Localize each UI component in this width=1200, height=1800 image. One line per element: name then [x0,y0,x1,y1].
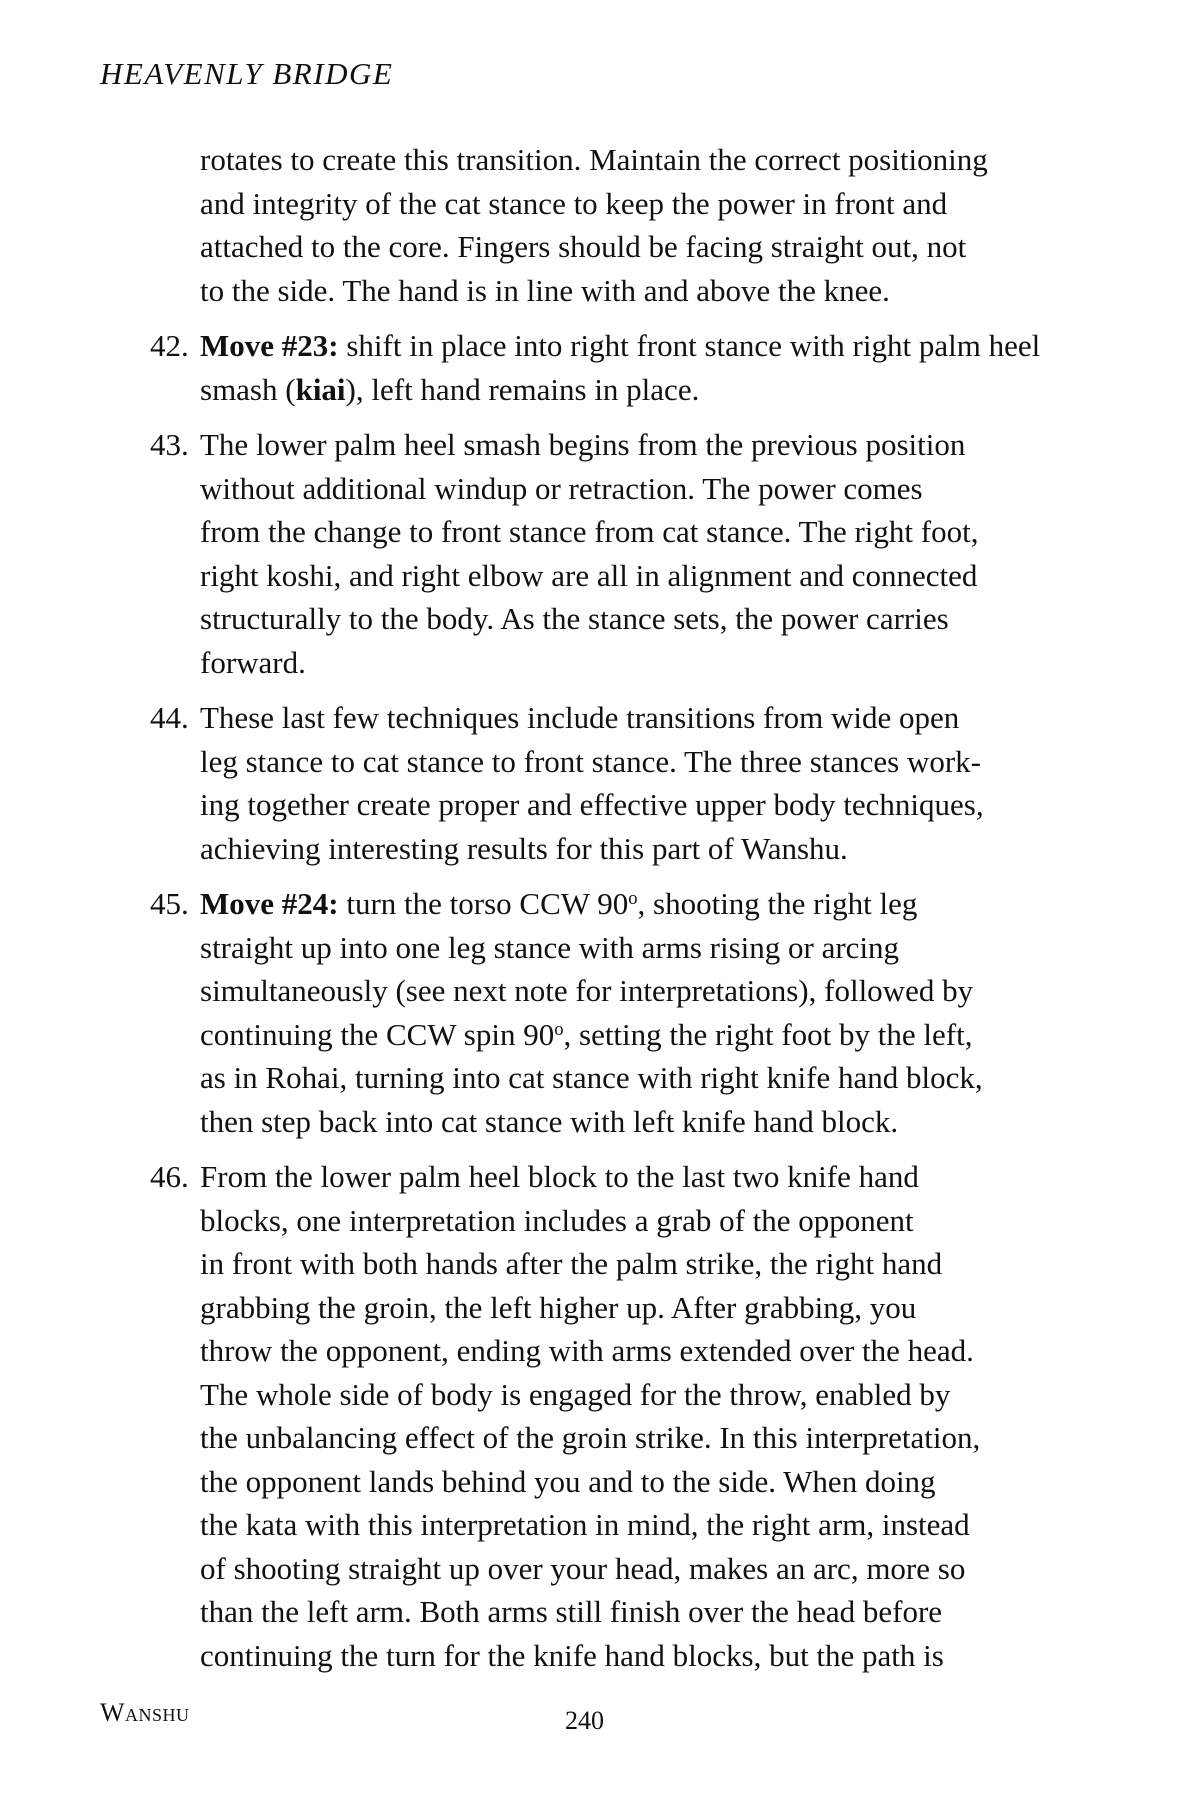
text-line: the kata with this interpretation in mind, the right arm, instead [200,1507,970,1542]
move-label: Move #24: [200,886,339,921]
text-line: attached to the core. Fingers should be facing straight out, not [200,229,967,264]
text-line: rotates to create this transition. Maintain the correct positioning [200,142,988,177]
text-line: The lower palm heel smash begins from the previous position [200,427,966,462]
text-line: grabbing the groin, the left higher up. After grabbing, you [200,1289,917,1325]
item-number: 44. [150,700,189,735]
item-text: turn the torso CCW 90 [338,886,629,921]
item-content [200,696,1050,870]
item-text: ), left hand remains in place. [345,371,700,407]
list-item-44 [150,696,1050,870]
item-content [200,423,1050,684]
text-line: than the left arm. Both arms still finish over the head before [200,1594,943,1629]
text-line: throw the opponent, ending with arms extended over the head. [200,1333,974,1368]
list-item-42 [150,324,1050,411]
text-line: then step back into cat stance with left knife hand block. [200,1103,899,1139]
degree-mark: o [554,1018,564,1040]
running-head: HEAVENLY BRIDGE [100,56,394,91]
item-number: 42. [150,328,189,363]
text-line: These last few techniques include transitions from wide open [200,700,960,735]
move-label: Move #23: [200,328,339,363]
text-line: From the lower palm heel block to the last two knife hand [200,1159,919,1194]
text-line: the opponent lands behind you and to the side. When doing [200,1463,936,1499]
item-content [200,324,1050,411]
text-line: achieving interesting results for this part of Wanshu. [200,830,848,866]
degree-mark: o [628,887,638,909]
item-number: 45. [150,886,189,921]
item-text: continuing the CCW spin 90 [200,1016,555,1052]
text-line: the unbalancing effect of the groin strike. In this interpretation, [200,1420,981,1455]
text-line: as in Rohai, turning into cat stance with right knife hand block, [200,1060,983,1095]
text-line: to the side. The hand is in line with and above the knee. [200,272,890,308]
item-text: , setting the right foot by the left, [563,1016,973,1052]
text-line: simultaneously (see next note for interpretations), followed by [200,973,974,1008]
text-line: without additional windup or retraction. The power comes [200,470,923,506]
text-line: structurally to the body. As the stance sets, the power carries [200,601,949,636]
item-content [200,882,1050,1143]
item-text: , shooting the right leg [637,886,918,921]
text-line: straight up into one leg stance with arms rising or arcing [200,929,900,965]
continuation-paragraph [150,138,1050,312]
text-line: of shooting straight up over your head, makes an arc, more so [200,1550,966,1586]
item-text: shift in place into right front stance with right palm heel smash ( [200,328,1041,407]
text-line [200,1013,1050,1057]
list-item-46 [150,1155,1050,1677]
item-content [200,1155,1050,1677]
text-line: forward. [200,644,306,680]
text-line: ing together create proper and effective upper body techniques, [200,787,984,822]
item-number: 46. [150,1159,189,1194]
list-item-45 [150,882,1050,1143]
text-line: and integrity of the cat stance to keep the power in front and [200,185,948,221]
kiai-label: kiai [295,371,346,407]
text-line: right koshi, and right elbow are all in alignment and connected [200,557,978,593]
text-line: The whole side of body is engaged for the throw, enabled by [200,1376,951,1412]
body-text [150,138,1050,1677]
text-line: from the change to front stance from cat stance. The right foot, [200,514,979,549]
text-line: leg stance to cat stance to front stance. The three stances work- [200,743,981,779]
item-number: 43. [150,427,189,462]
text-line: in front with both hands after the palm strike, the right hand [200,1246,943,1281]
text-line [200,882,1050,926]
text-line: blocks, one interpretation includes a grab of the opponent [200,1202,914,1238]
text-line: continuing the turn for the knife hand blocks, but the path is [200,1637,944,1673]
list-item-43 [150,423,1050,684]
footer-section-title: Wanshu [100,1698,190,1727]
page-number: 240 [565,1706,604,1735]
